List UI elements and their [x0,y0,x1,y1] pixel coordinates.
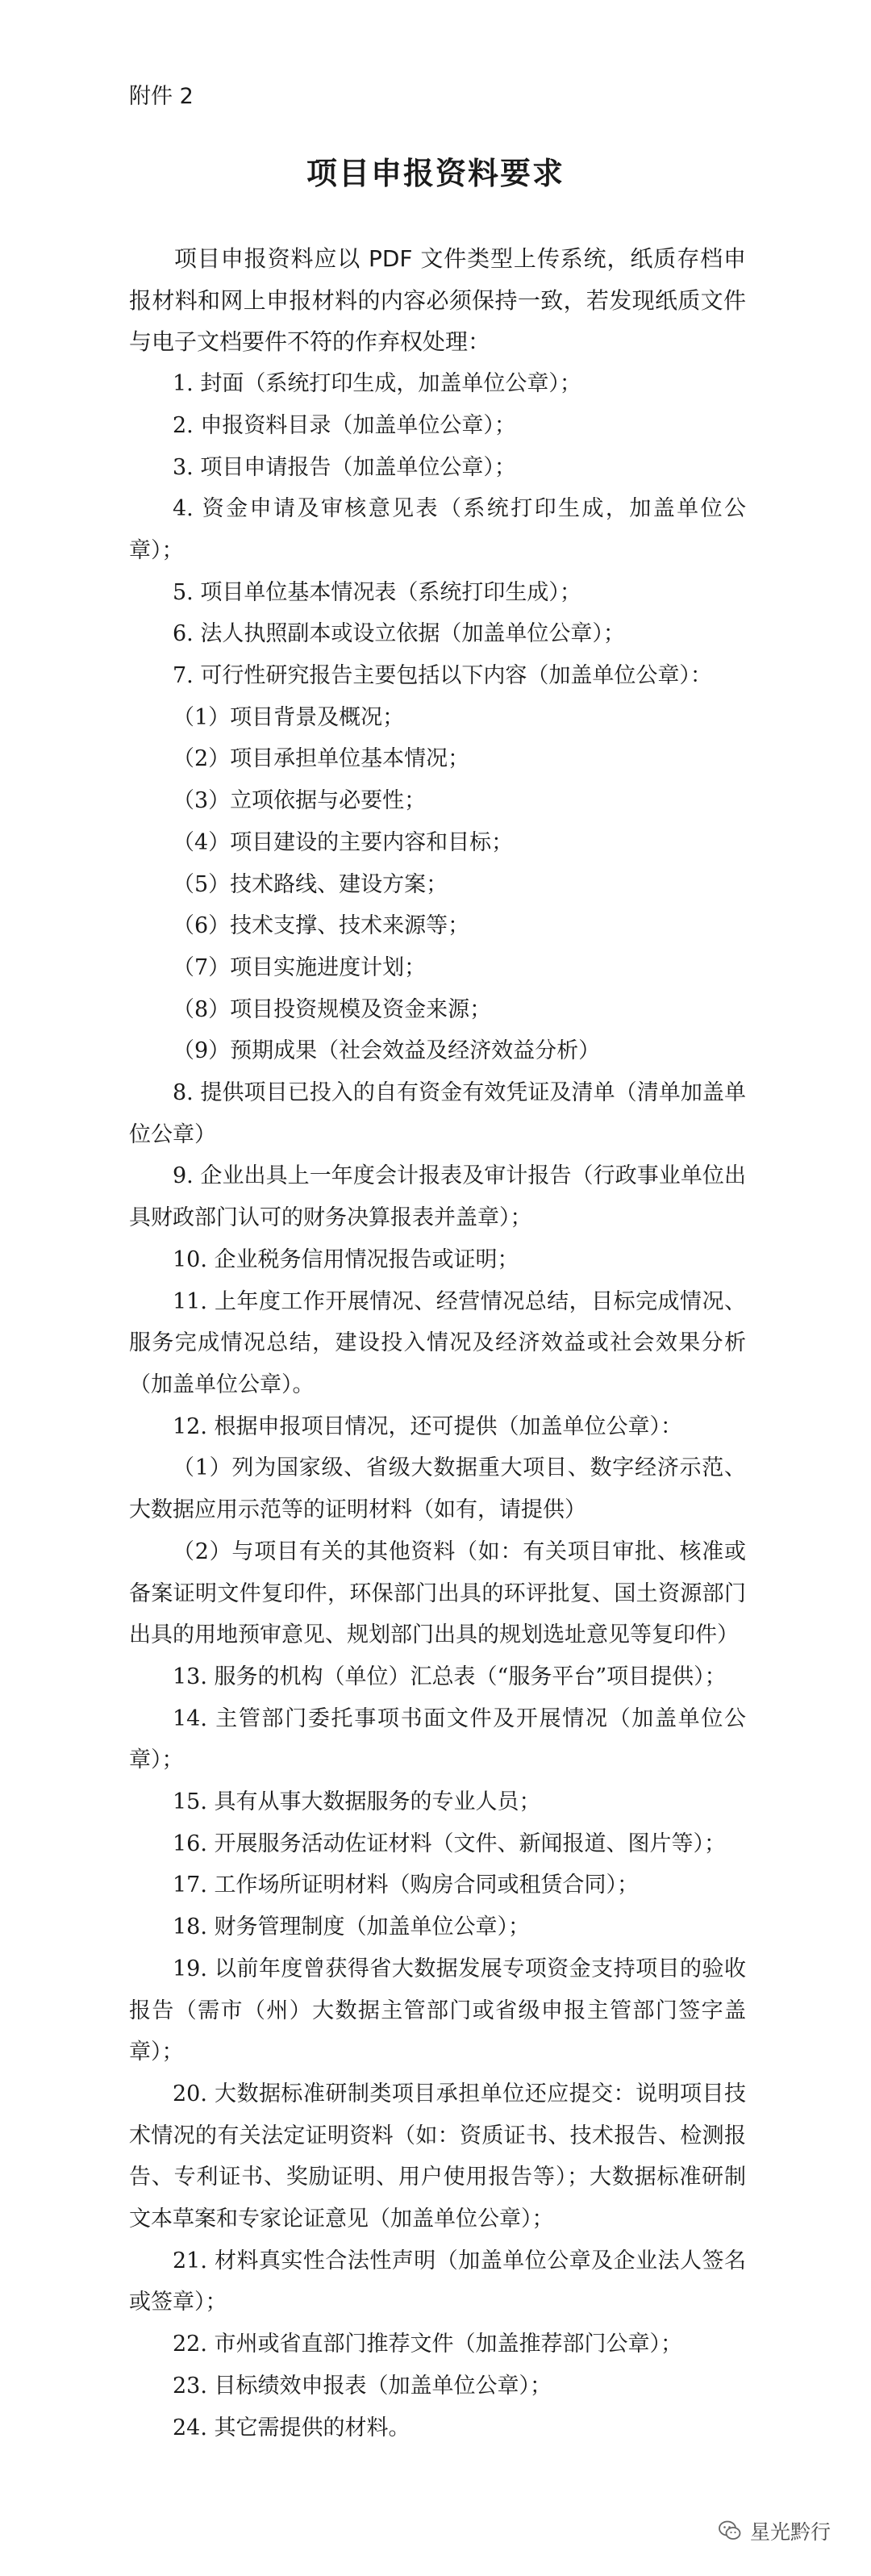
list-item: 15. 具有从事大数据服务的专业人员； [173,1789,541,1815]
sub-list-item: （1）列为国家级、省级大数据重大项目、数字经济示范、大数据应用示范等的证明材料（如有，请提供） [129,1455,746,1523]
list-item: 9. 企业出具上一年度会计报表及审计报告（行政事业单位出具财政部门认可的财务决算报表并盖章）； [129,1163,746,1231]
list-item: 23. 目标绩效申报表（加盖单位公章）； [173,2373,552,2399]
sub-list-item: （1）项目背景及概况； [173,704,405,730]
sub-list-item: （2）项目承担单位基本情况； [173,746,470,772]
list-item: 1. 封面（系统打印生成，加盖单位公章）； [173,371,581,397]
watermark-text: 星光黔行 [749,2520,831,2544]
list-item: 11. 上年度工作开展情况、经营情况总结，目标完成情况、服务完成情况总结，建设投入情况及经济效益或社会效果分析（加盖单位公章）。 [129,1288,746,1397]
list-item: 19. 以前年度曾获得省大数据发展专项资金支持项目的验收报告（需市（州）大数据主管部门或省级申报主管部门签字盖章）； [129,1956,746,2065]
list-item: 4. 资金申请及审核意见表（系统打印生成，加盖单位公章）； [129,496,746,563]
sub-list-item: （2）与项目有关的其他资料（如：有关项目审批、核准或备案证明文件复印件，环保部门出具的环评批复、国土资源部门出具的用地预审意见、规划部门出具的规划选址意见等复印件） [129,1539,746,1648]
document-title: 项目申报资料要求 [306,156,565,191]
sub-list-item: （8）项目投资规模及资金来源； [173,996,492,1022]
wechat-icon [718,2519,742,2543]
watermark [718,2516,831,2545]
list-item: 21. 材料真实性合法性声明（加盖单位公章及企业法人签名或签章）； [129,2248,746,2315]
list-item: 17. 工作场所证明材料（购房合同或租赁合同）； [173,1873,640,1898]
list-item: 12. 根据申报项目情况，还可提供（加盖单位公章）： [173,1413,683,1439]
sub-list-item: （4）项目建设的主要内容和目标； [173,829,514,855]
attachment-label: 附件 2 [129,84,194,109]
list-item: 7. 可行性研究报告主要包括以下内容（加盖单位公章）： [173,663,712,689]
list-item: 3. 项目申请报告（加盖单位公章）； [173,454,516,480]
sub-list-item: （3）立项依据与必要性； [173,788,427,814]
document-body [129,238,746,2449]
sub-list-item: （6）技术支撑、技术来源等； [173,913,470,939]
list-item: 2. 申报资料目录（加盖单位公章）； [173,412,516,438]
list-item: 14. 主管部门委托事项书面文件及开展情况（加盖单位公章）； [129,1706,746,1773]
sub-list-item: （5）技术路线、建设方案； [173,871,448,897]
list-item: 18. 财务管理制度（加盖单位公章）； [173,1914,531,1940]
list-item: 6. 法人执照副本或设立依据（加盖单位公章）； [173,621,625,647]
list-item: 16. 开展服务活动佐证材料（文件、新闻报道、图片等）； [173,1831,727,1856]
list-item: 8. 提供项目已投入的自有资金有效凭证及清单（清单加盖单位公章） [129,1080,746,1147]
list-item: 5. 项目单位基本情况表（系统打印生成）； [173,579,581,605]
list-item: 10. 企业税务信用情况报告或证明； [173,1246,519,1272]
list-item: 20. 大数据标准研制类项目承担单位还应提交：说明项目技术情况的有关法定证明资料（如：资质证书、技术报告、检测报告、专利证书、奖励证明、用户使用报告等）；大数据标准研制文本草案和专家论证意见（加盖单位公章）； [129,2081,746,2232]
list-item: 24. 其它需提供的材料。 [173,2415,410,2440]
list-item: 13. 服务的机构（单位）汇总表（“服务平台”项目提供）； [173,1664,727,1689]
intro-paragraph: 项目申报资料应以 PDF 文件类型上传系统，纸质存档申报材料和网上申报材料的内容必须保持一致，若发现纸质文件与电子文档要件不符的作弃权处理： [129,245,746,356]
sub-list-item: （7）项目实施进度计划； [173,954,427,980]
sub-list-item: （9）预期成果（社会效益及经济效益分析） [173,1038,601,1064]
list-item: 22. 市州或省直部门推荐文件（加盖推荐部门公章）； [173,2332,683,2357]
